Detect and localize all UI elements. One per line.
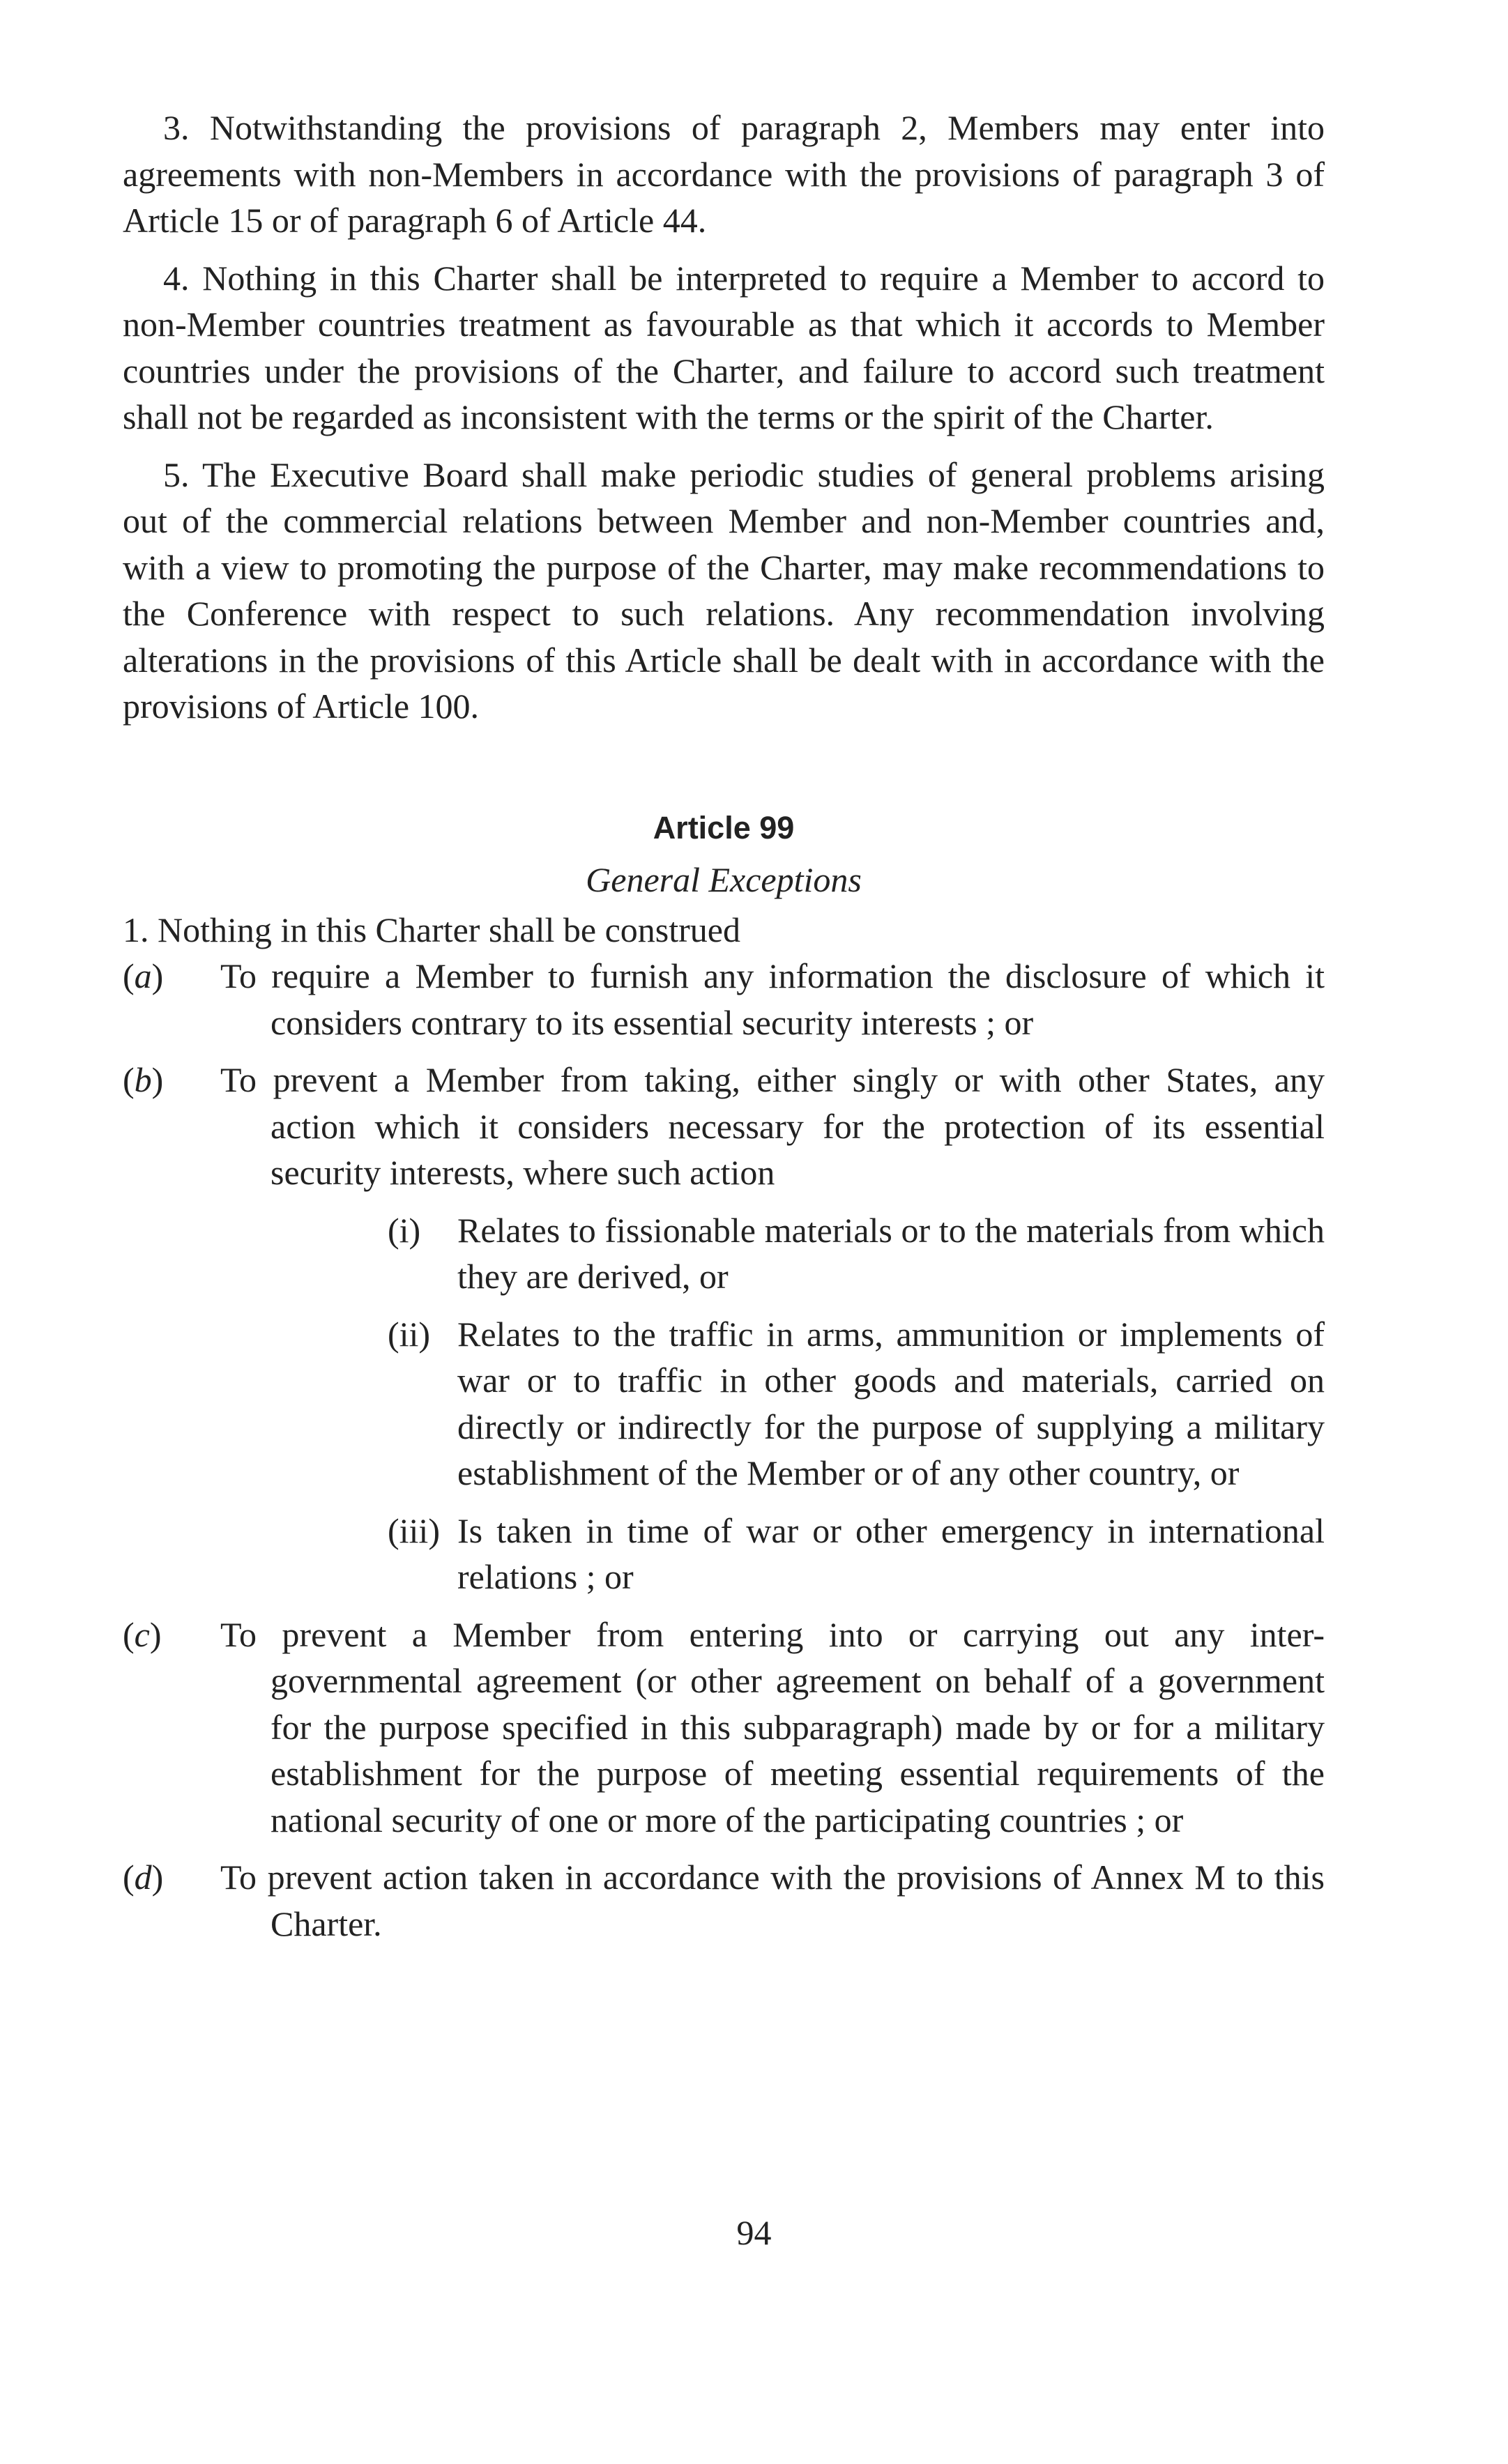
item-d-text: To prevent action taken in accordance with the provisions of Annex M to this Charter.: [220, 1858, 1325, 1943]
item-c: [123, 1612, 1325, 1844]
subitem-iii-label: (iii): [388, 1510, 440, 1550]
document-page: [123, 105, 1325, 1947]
article-intro: 1. Nothing in this Charter shall be construed: [123, 910, 740, 949]
item-b: [123, 1057, 1325, 1196]
subitem-i-label-wrap: [388, 1207, 457, 1254]
item-a: [123, 953, 1325, 1046]
item-b-label: (b): [123, 1060, 164, 1099]
subitem-iii-label-wrap: [388, 1508, 457, 1554]
item-d-letter: d: [134, 1858, 152, 1897]
item-c-text: To prevent a Member from entering into or carrying out any inter-governmental agreement (or other agreement on behalf of a government for the purpose specified in this subparagraph) made by or for a military establishment for the purpose of meeting essential requirements of the national security of one or more of the participating countries ; or: [220, 1614, 1325, 1839]
item-d: [123, 1854, 1325, 1947]
item-c-letter: c: [134, 1614, 150, 1654]
item-b-text: To prevent a Member from taking, either singly or with other States, any action which it considers necessary for the protection of its essential security interests, where such action: [220, 1060, 1325, 1192]
page-number: 94: [736, 2213, 772, 2252]
subitem-ii-label-wrap: [388, 1311, 457, 1358]
subitem-ii-label: (ii): [388, 1314, 431, 1354]
item-c-label: (c): [123, 1614, 162, 1654]
item-a-text: To require a Member to furnish any information the disclosure of which it considers contrary to its essential security interests ; or: [220, 956, 1325, 1042]
paragraph-5: 5. The Executive Board shall make periodic studies of general problems arising out of the commercial relations between Member and non-Member countries and, with a view to promoting the purpose of the Charter, may make recommendations to the Conference with respect to such relations. Any recommendation involving alterations in the provisions of this Article shall be dealt with in accordance with the provisions of Article 100.: [123, 454, 1325, 726]
item-a-label: (a): [123, 956, 164, 995]
article-subtitle: General Exceptions: [586, 859, 862, 899]
paragraph-4: 4. Nothing in this Charter shall be interpreted to require a Member to accord to non-Member countries treatment as favourable as that which it accords to Member countries under the provisions of the Charter, and failure to accord such treatment shall not be regarded as inconsistent with the terms or the spirit of the Charter.: [123, 258, 1325, 436]
subitem-iii-text: Is taken in time of war or other emergency in international relations ; or: [457, 1510, 1325, 1596]
subitem-ii: [123, 1311, 1325, 1497]
paragraph-3: 3. Notwithstanding the provisions of paragraph 2, Members may enter into agreements with non-Members in accordance with the provisions of paragraph 3 of Article 15 or of paragraph 6 of Article 44.: [123, 108, 1325, 240]
subitem-i-text: Relates to fissionable materials or to the materials from which they are derived, or: [457, 1210, 1325, 1296]
subitem-iii: [123, 1508, 1325, 1600]
item-b-letter: b: [134, 1060, 152, 1099]
subitem-ii-text: Relates to the traffic in arms, ammunition or implements of war or to traffic in other goods and materials, carried on directly or indirectly for the purpose of supplying a military establishment of the Member or of any other country, or: [457, 1314, 1325, 1492]
article-heading: Article 99: [653, 809, 795, 845]
subitem-i-label: (i): [388, 1210, 421, 1250]
subitem-i: [123, 1207, 1325, 1300]
item-a-letter: a: [134, 956, 152, 995]
item-d-label: (d): [123, 1858, 164, 1897]
